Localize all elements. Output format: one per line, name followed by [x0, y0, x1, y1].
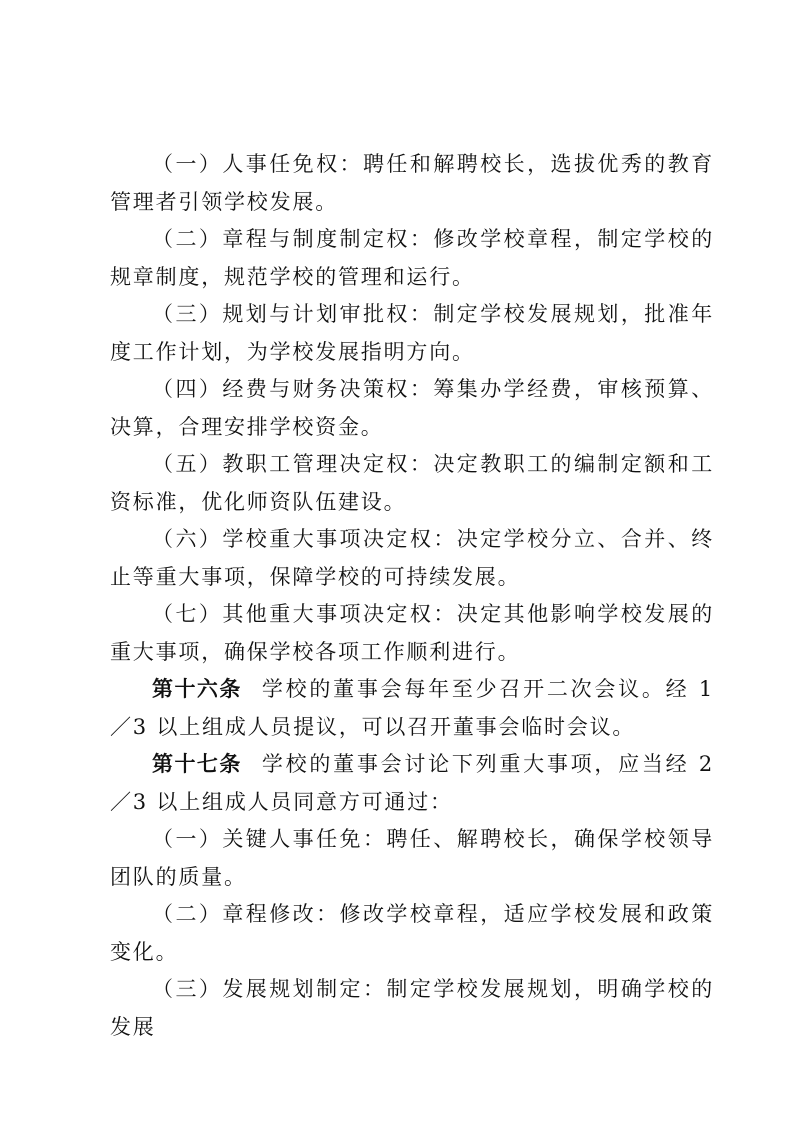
clause-paragraph — [110, 971, 714, 1046]
paragraph-text: 学校的董事会每年至少召开二次会议。经 1／3 以上组成人员提议，可以召开董事会临时会议。 — [110, 677, 714, 739]
clause-paragraph — [110, 446, 714, 521]
clause-paragraph — [110, 896, 714, 971]
paragraph-text: （四）经费与财务决策权：筹集办学经费，审核预算、决算，合理安排学校资金。 — [110, 377, 714, 439]
paragraph-text: （三）发展规划制定：制定学校发展规划，明确学校的发展 — [110, 977, 714, 1039]
clause-paragraph — [110, 821, 714, 896]
article-paragraph — [110, 746, 714, 821]
paragraph-text: 学校的董事会讨论下列重大事项，应当经 2／3 以上组成人员同意方可通过： — [110, 752, 714, 814]
clause-paragraph — [110, 596, 714, 671]
paragraph-text: （二）章程修改：修改学校章程，适应学校发展和政策变化。 — [110, 902, 714, 964]
paragraph-text: （五）教职工管理决定权：决定教职工的编制定额和工资标准，优化师资队伍建设。 — [110, 452, 714, 514]
clause-paragraph — [110, 221, 714, 296]
paragraph-text: （二）章程与制度制定权：修改学校章程，制定学校的规章制度，规范学校的管理和运行。 — [110, 227, 714, 289]
clause-paragraph — [110, 521, 714, 596]
article-paragraph — [110, 671, 714, 746]
clause-paragraph — [110, 371, 714, 446]
paragraph-text: （一）关键人事任免：聘任、解聘校长，确保学校领导团队的质量。 — [110, 827, 714, 889]
article-number: 第十七条 — [152, 752, 242, 776]
paragraph-text: （七）其他重大事项决定权：决定其他影响学校发展的重大事项，确保学校各项工作顺利进行。 — [110, 602, 714, 664]
paragraph-text: （三）规划与计划审批权：制定学校发展规划，批准年度工作计划，为学校发展指明方向。 — [110, 302, 714, 364]
clause-paragraph — [110, 296, 714, 371]
paragraph-text: （六）学校重大事项决定权：决定学校分立、合并、终止等重大事项，保障学校的可持续发展。 — [110, 527, 714, 589]
document-body — [110, 146, 714, 1046]
clause-paragraph — [110, 146, 714, 221]
article-number: 第十六条 — [152, 677, 242, 701]
paragraph-text: （一）人事任免权：聘任和解聘校长，选拔优秀的教育管理者引领学校发展。 — [110, 152, 714, 214]
